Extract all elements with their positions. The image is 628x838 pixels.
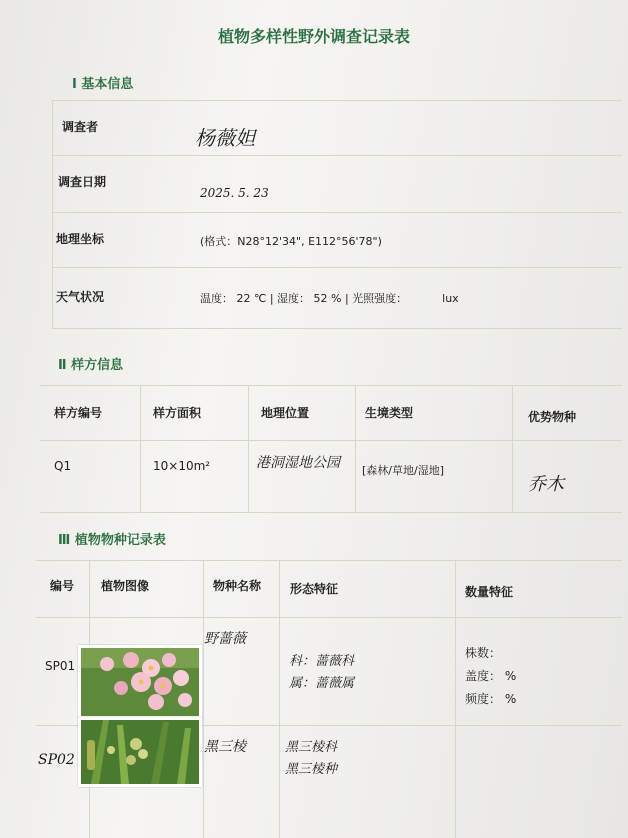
- table-rule: [248, 385, 249, 512]
- quantity-cover: 盖度： %: [465, 669, 517, 683]
- header-habitat-type: 生境类型: [365, 406, 414, 420]
- table-rule: [36, 560, 622, 561]
- header-dominant-species: 优势物种: [528, 410, 577, 424]
- table-rule: [40, 512, 622, 513]
- species-genus: 黑三棱种: [285, 762, 338, 777]
- cell-location: 港洞湿地公园: [256, 455, 340, 471]
- rose-flowers-image: [81, 648, 199, 716]
- species-genus: 属：蔷薇属: [289, 676, 355, 691]
- cell-plot-id: Q1: [54, 459, 72, 473]
- header-morphology: 形态特征: [290, 582, 339, 596]
- form-title: 植物多样性野外调查记录表: [217, 27, 410, 46]
- table-rule: [52, 100, 622, 101]
- header-plot-id: 样方编号: [54, 406, 103, 420]
- table-rule: [355, 385, 356, 512]
- field-label-weather: 天气状况: [56, 290, 105, 304]
- cell-dominant-species: 乔木: [528, 474, 564, 495]
- table-rule: [52, 155, 622, 156]
- table-rule: [52, 267, 622, 268]
- section-species-heading: Ⅲ 植物物种记录表: [58, 533, 166, 548]
- table-rule: [140, 385, 141, 512]
- plant-photo-wild-rose: [78, 645, 202, 719]
- table-rule: [455, 560, 456, 838]
- field-label-surveyor: 调查者: [62, 120, 99, 134]
- table-rule: [52, 100, 53, 328]
- header-species-name: 物种名称: [213, 579, 262, 593]
- species-name-wild-rose: 野蔷薇: [204, 631, 246, 647]
- table-rule: [52, 212, 622, 213]
- table-rule: [36, 617, 622, 618]
- field-value-coordinates: (格式：N28°12'34", E112°56'78"): [200, 235, 382, 248]
- header-species-id: 编号: [50, 579, 75, 593]
- species-name-bur-reed: 黑三棱: [204, 739, 246, 755]
- table-rule: [203, 560, 204, 838]
- quantity-frequency: 频度： %: [465, 692, 517, 706]
- field-value-date: 2025. 5. 23: [200, 186, 269, 200]
- header-quantity: 数量特征: [465, 585, 514, 599]
- quantity-count: 株数：: [465, 646, 502, 660]
- table-rule: [52, 328, 622, 329]
- field-value-surveyor: 杨薇妲: [195, 126, 255, 150]
- header-location: 地理位置: [261, 406, 310, 420]
- bur-reed-plant-image: [81, 720, 199, 784]
- cell-habitat-type: [森林/草地/湿地]: [362, 464, 444, 477]
- table-rule: [40, 385, 622, 386]
- section-basic-info-heading: Ⅰ 基本信息: [72, 77, 134, 92]
- species-row-id: SP01: [45, 659, 76, 673]
- plant-photo-bur-reed: [78, 717, 202, 787]
- section-plot-info-heading: Ⅱ 样方信息: [58, 358, 124, 373]
- table-rule: [40, 440, 622, 441]
- species-row-id: SP02: [38, 752, 75, 768]
- species-family: 科：蔷薇科: [289, 654, 355, 669]
- table-rule: [512, 385, 513, 512]
- header-plot-area: 样方面积: [153, 406, 202, 420]
- header-plant-image: 植物图像: [101, 579, 150, 593]
- field-value-weather: 温度： 22 ℃ | 湿度： 52 % | 光照强度： lux: [200, 292, 459, 305]
- table-rule: [279, 560, 280, 838]
- field-label-date: 调查日期: [58, 175, 107, 189]
- field-label-coordinates: 地理坐标: [56, 232, 105, 246]
- species-family: 黑三棱科: [285, 740, 338, 755]
- cell-plot-area: 10×10m²: [153, 459, 211, 473]
